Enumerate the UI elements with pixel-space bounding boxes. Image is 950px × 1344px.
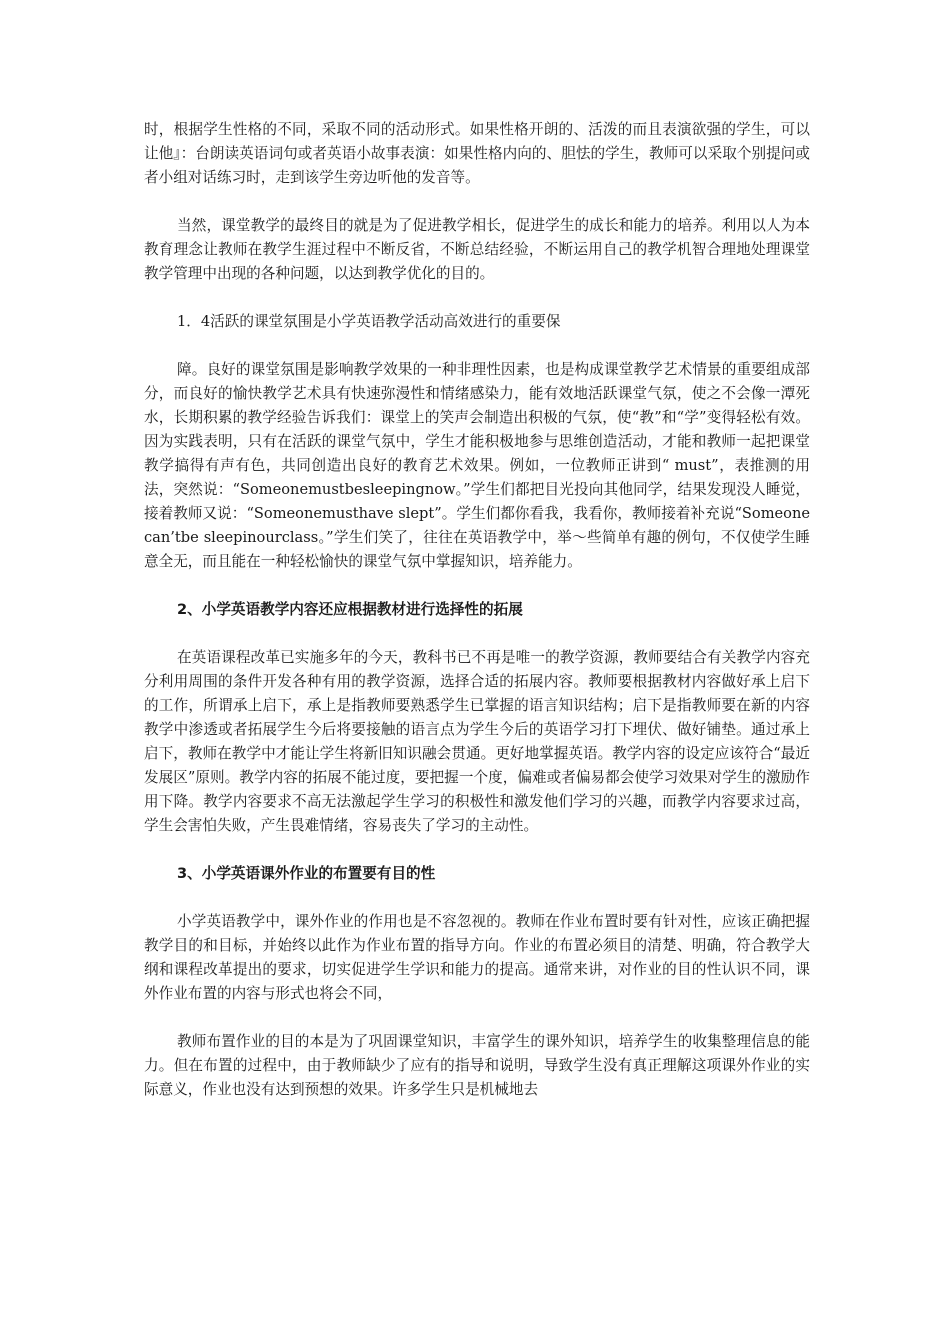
paragraph-6: 教师布置作业的目的本是为了巩固课堂知识，丰富学生的课外知识，培养学生的收集整理信息的能力。但在布置的过程中，由于教师缺少了应有的指导和说明，导致学生没有真正理解这项课外作业的实际意义，作业也没有达到预想的效果。许多学生只是机械地去 — [144, 1033, 810, 1098]
section-heading-3: 3、小学英语课外作业的布置要有目的性 — [177, 865, 436, 882]
spacer — [144, 334, 810, 358]
document-page — [144, 118, 810, 1102]
spacer — [144, 286, 810, 310]
spacer — [144, 574, 810, 598]
section-heading-2: 2、小学英语教学内容还应根据教材进行选择性的拓展 — [177, 601, 523, 618]
spacer — [144, 190, 810, 214]
section-heading-1-4: 1．4活跃的课堂氛围是小学英语教学活动高效进行的重要保 — [177, 313, 561, 330]
spacer — [144, 886, 810, 910]
paragraph-3: 障。良好的课堂氛围是影响教学效果的一种非理性因素，也是构成课堂教学艺术情景的重要组成部分，而良好的愉快教学艺术具有快速弥漫性和情绪感染力，能有效地活跃课堂气氛，使之不会像一潭死水，长期积累的教学经验告诉我们：课堂上的笑声会制造出积极的气氛，使“教”和“学”变得轻松有效。因为实践表明，只有在活跃的课堂气氛中，学生才能积极地参与思维创造活动，才能和教师一起把课堂教学搞得有声有色，共同创造出良好的教育艺术效果。例如，一位教师正讲到“ must”，表推测的用法，突然说：“Someonemustbesleepingnow。”学生们都把目光投向其他同学，结果发现没人睡觉，接着教师又说：“Someonemusthave slept”。学生们都你看我，我看你，教师接着补充说“Someonecan’tbe sleepinourclass。”学生们笑了，往往在英语教学中，举～些简单有趣的例句，不仅使学生睡意全无，而且能在一种轻松愉快的课堂气氛中掌握知识，培养能力。 — [144, 361, 810, 570]
paragraph-1: 时，根据学生性格的不同，采取不同的活动形式。如果性格开朗的、活泼的而且表演欲强的学生，可以让他』：台朗读英语词句或者英语小故事表演：如果性格内向的、胆怯的学生，教师可以采取个别提问或者小组对话练习时，走到该学生旁边听他的发音等。 — [144, 121, 810, 186]
paragraph-2: 当然，课堂教学的最终目的就是为了促进教学相长，促进学生的成长和能力的培养。利用以人为本教育理念让教师在教学生涯过程中不断反省，不断总结经验，不断运用自己的教学机智合理地处理课堂教学管理中出现的各种问题，以达到教学优化的目的。 — [144, 217, 810, 282]
spacer — [144, 1006, 810, 1030]
spacer — [144, 838, 810, 862]
paragraph-4: 在英语课程改革已实施多年的今天，教科书已不再是唯一的教学资源，教师要结合有关教学内容充分利用周围的条件开发各种有用的教学资源，选择合适的拓展内容。教师要根据教材内容做好承上启下的工作，所谓承上启下，承上是指教师要熟悉学生已掌握的语言知识结构；启下是指教师要在新的内容教学中渗透或者拓展学生今后将要接触的语言点为学生今后的英语学习打下埋伏、做好铺垫。通过承上启下，教师在教学中才能让学生将新旧知识融会贯通。更好地掌握英语。教学内容的设定应该符合“最近发展区”原则。教学内容的拓展不能过度，要把握一个度，偏难或者偏易都会使学习效果对学生的激励作用下降。教学内容要求不高无法激起学生学习的积极性和激发他们学习的兴趣，而教学内容要求过高，学生会害怕失败，产生畏难情绪，容易丧失了学习的主动性。 — [144, 649, 810, 834]
paragraph-5: 小学英语教学中，课外作业的作用也是不容忽视的。教师在作业布置时要有针对性，应该正确把握教学目的和目标，并始终以此作为作业布置的指导方向。作业的布置必须目的清楚、明确，符合教学大纲和课程改革提出的要求，切实促进学生学识和能力的提高。通常来讲，对作业的目的性认识不同，课外作业布置的内容与形式也将会不同， — [144, 913, 810, 1002]
spacer — [144, 622, 810, 646]
